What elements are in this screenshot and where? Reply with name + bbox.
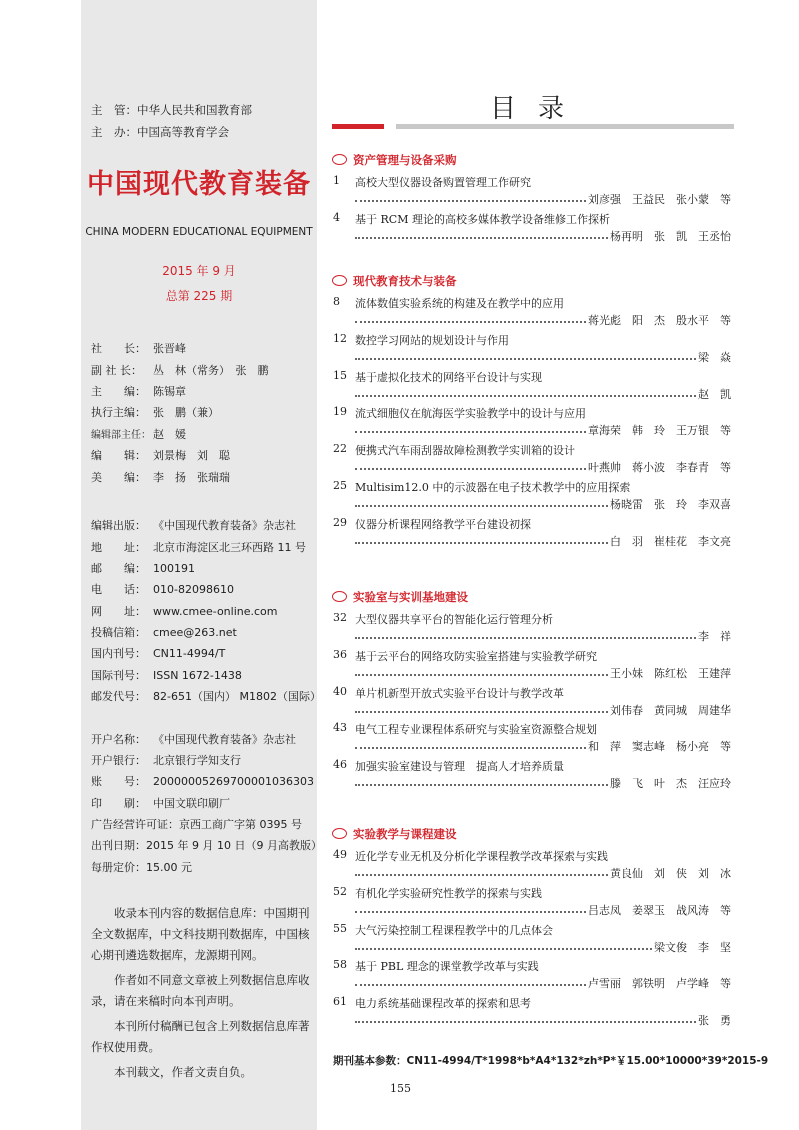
entry-title: Multisim12.0 中的示波器在电子技术教学中的应用探索: [355, 481, 631, 494]
entry-author-line: [355, 902, 731, 916]
leader-dots: [355, 865, 608, 876]
entry-page: 43: [333, 721, 347, 735]
entry-author-line: [355, 191, 731, 205]
entry-author-line: [355, 386, 731, 400]
leader-dots: [355, 228, 608, 239]
staff-row: 编 辑： 刘景梅 刘 聪: [91, 449, 230, 462]
entry-page: 15: [333, 368, 347, 382]
section-marker-icon: [332, 154, 347, 165]
entry-page: 4: [333, 210, 340, 224]
entry-authors: 卢雪丽 郭铁明 卢学峰 等: [588, 977, 731, 991]
leader-dots: [355, 349, 696, 360]
entry-page: 36: [333, 647, 347, 661]
entry-authors: 黄良仙 刘 侠 刘 冰: [610, 867, 731, 880]
notice-paragraph: 本刊载文，作者文责自负。: [114, 1065, 252, 1079]
staff-row: 执行主编： 张 鹏（兼）: [91, 406, 219, 419]
leader-dots: [355, 386, 696, 397]
entry-page: 8: [333, 295, 340, 308]
leader-dots: [355, 422, 586, 433]
entry-title: 近化学专业无机及分析化学课程教学改革探索与实践: [355, 850, 608, 863]
staff-row: 美 编： 李 扬 张瑞瑞: [91, 471, 230, 484]
entry-title: 电气工程专业课程体系研究与实验室资源整合规划: [355, 723, 597, 737]
entry-author-line: [355, 422, 731, 436]
entry-author-line: [355, 349, 731, 363]
entry-authors: 章海荣 韩 玲 王万银 等: [588, 424, 731, 438]
section-heading: 现代教育技术与装备: [332, 273, 457, 289]
entry-title: 便携式汽车雨刮器故障检测教学实训箱的设计: [355, 444, 575, 458]
entry-title: 基于虚拟化技术的网络平台设计与实现: [355, 370, 542, 384]
entry-author-line: [355, 939, 731, 953]
entry-title: 仪器分析课程网络教学平台建设初探: [355, 517, 531, 531]
entry-title: 加强实验室建设与管理 提高人才培养质量: [355, 760, 564, 774]
entry-page: 19: [333, 405, 347, 419]
entry-author-line: [355, 975, 731, 989]
pub-row: 电 话： 010-82098610: [91, 583, 234, 596]
leader-dots: [355, 939, 652, 950]
entry-author-line: [355, 533, 731, 547]
entry-authors: 梁文俊 李 坚: [654, 940, 731, 954]
entry-authors: 梁 焱: [698, 350, 731, 364]
entry-page: 32: [333, 611, 347, 624]
section-marker-icon: [332, 828, 347, 839]
entry-authors: 刘彦强 王益民 张小蒙 等: [588, 193, 731, 206]
leader-dots: [355, 191, 586, 202]
journal-name-en: CHINA MODERN EDUCATIONAL EQUIPMENT: [85, 226, 313, 238]
notice-paragraph: 本刊所付稿酬已包含上列数据信息库著作权使用费。: [91, 1019, 310, 1054]
pub-row: 编辑出版： 《中国现代教育装备》杂志社: [91, 519, 296, 532]
fin-row: 每册定价：15.00 元: [91, 861, 192, 874]
entry-title: 单片机新型开放式实验平台设计与教学改革: [355, 686, 564, 700]
entry-authors: 杨晓雷 张 玲 李双喜: [610, 498, 731, 511]
entry-title: 基于 RCM 理论的高校多媒体教学设备维修工作探析: [355, 212, 610, 226]
entry-authors: 白 羽 崔桂花 李文亮: [610, 534, 731, 548]
staff-row: 副 社 长： 丛 林（常务） 张 鹏: [91, 364, 269, 377]
entry-title: 流式细胞仪在航海医学实验教学中的设计与应用: [355, 407, 586, 421]
entry-author-line: [355, 738, 731, 752]
entry-author-line: [355, 628, 731, 642]
entry-authors: 蒋光彪 阳 杰 殷水平 等: [588, 314, 731, 327]
pub-row: 国内刊号： CN11-4994/T: [91, 647, 226, 660]
entry-title: 大气污染控制工程课程教学中的几点体会: [355, 923, 553, 937]
entry-title: 基于 PBL 理念的课堂教学改革与实践: [355, 960, 539, 974]
title-accent-bar: [332, 124, 384, 129]
leader-dots: [355, 665, 608, 676]
staff-row: 社 长： 张晋峰: [91, 342, 186, 355]
section-marker-icon: [332, 591, 347, 602]
fin-row: 开户银行： 北京银行学知支行: [91, 754, 241, 767]
entry-author-line: [355, 459, 731, 473]
entry-title: 高校大型仪器设备购置管理工作研究: [355, 176, 531, 189]
staff-row: 主 编： 陈锡章: [91, 385, 186, 398]
entry-authors: 滕 飞 叶 杰 汪应玲: [610, 777, 731, 791]
entry-page: 58: [333, 958, 347, 972]
title-rule: [396, 124, 734, 129]
entry-author-line: [355, 865, 731, 879]
entry-authors: 赵 凯: [698, 387, 731, 401]
leader-dots: [355, 312, 586, 323]
entry-authors: 吕志凤 姜翠玉 战风涛 等: [588, 903, 731, 917]
leader-dots: [355, 496, 608, 507]
leader-dots: [355, 459, 586, 470]
notice-paragraph: 收录本刊内容的数据信息库：中国期刊全文数据库，中文科技期刊数据库，中国核心期刊遴选数据库，龙源期刊网。: [91, 906, 310, 962]
issue-total: 总第 225 期: [165, 289, 233, 303]
fin-row: 印 刷： 中国文联印刷厂: [91, 797, 230, 810]
entry-page: 49: [333, 848, 347, 861]
entry-page: 61: [333, 995, 347, 1009]
pub-row: 网 址： www.cmee-online.com: [91, 605, 278, 618]
entry-title: 大型仪器共享平台的智能化运行管理分析: [355, 613, 553, 626]
leader-dots: [355, 628, 696, 639]
section-heading: 资产管理与设备采购: [332, 152, 457, 168]
pub-row: 邮发代号： 82-651（国内） M1802（国际）: [91, 690, 321, 703]
staff-row: 编辑部主任： 赵 媛: [91, 428, 186, 441]
leader-dots: [355, 975, 586, 986]
toc-title: 目录: [490, 94, 587, 124]
section-heading: 实验室与实训基地建设: [332, 589, 468, 605]
entry-authors: 和 萍 窦志峰 杨小亮 等: [588, 740, 731, 754]
entry-title: 数控学习网站的规划设计与作用: [355, 333, 509, 347]
entry-page: 55: [333, 921, 347, 935]
leader-dots: [355, 738, 586, 749]
entry-authors: 叶燕帅 蒋小波 李春青 等: [588, 461, 731, 475]
entry-author-line: [355, 665, 731, 679]
entry-page: 12: [333, 331, 347, 345]
entry-authors: 王小妹 陈红松 王建萍: [610, 666, 731, 680]
fin-row: 广告经营许可证：京西工商广字第 0395 号: [91, 818, 302, 831]
entry-page: 46: [333, 758, 347, 772]
entry-author-line: [355, 702, 731, 716]
sponsor-line: 主 管：中华人民共和国教育部: [91, 103, 252, 117]
entry-author-line: [355, 775, 731, 789]
leader-dots: [355, 902, 586, 913]
journal-logo: 中国现代教育装备: [87, 169, 311, 200]
section-heading: 实验教学与课程建设: [332, 826, 457, 842]
entry-authors: 张 勇: [698, 1014, 731, 1028]
entry-authors: 李 祥: [698, 630, 731, 643]
entry-author-line: [355, 1012, 731, 1026]
notices: [91, 903, 311, 1087]
journal-params: 期刊基本参数：CN11-4994/T*1998*b*A4*132*zh*P*￥15.00*10000*39*2015-9: [333, 1055, 769, 1067]
entry-authors: 杨再明 张 凯 王丞怡: [610, 229, 731, 243]
notice-paragraph: 作者如不同意文章被上列数据信息库收录，请在来稿时向本刊声明。: [91, 973, 310, 1008]
host-line: 主 办：中国高等教育学会: [91, 125, 229, 139]
leader-dots: [355, 1012, 696, 1023]
entry-page: 25: [333, 479, 347, 492]
entry-title: 基于云平台的网络攻防实验室搭建与实验教学研究: [355, 649, 597, 663]
entry-title: 有机化学实验研究性教学的探索与实践: [355, 886, 542, 900]
leader-dots: [355, 533, 608, 544]
entry-author-line: [355, 496, 731, 510]
entry-page: 22: [333, 442, 347, 456]
leader-dots: [355, 775, 608, 786]
issue-date: 2015 年 9 月: [162, 264, 236, 278]
entry-authors: 刘伟春 黄同城 周建华: [610, 703, 731, 717]
entry-author-line: [355, 312, 731, 326]
fin-row: 账 号： 20000005269700001036303: [91, 775, 314, 788]
fin-row: 出刊日期：2015 年 9 月 10 日（9 月高教版）: [91, 839, 322, 852]
entry-page: 29: [333, 515, 347, 529]
pub-row: 邮 编： 100191: [91, 562, 195, 575]
entry-author-line: [355, 228, 731, 242]
entry-page: 40: [333, 684, 347, 698]
page-number: 155: [390, 1082, 411, 1095]
entry-title: 流体数值实验系统的构建及在教学中的应用: [355, 297, 564, 310]
pub-row: 国际刊号： ISSN 1672-1438: [91, 669, 242, 682]
entry-page: 1: [333, 174, 340, 187]
section-marker-icon: [332, 275, 347, 286]
pub-row: 投稿信箱： cmee@263.net: [91, 626, 237, 639]
pub-row: 地 址： 北京市海淀区北三环西路 11 号: [91, 541, 306, 554]
entry-page: 52: [333, 884, 347, 898]
fin-row: 开户名称： 《中国现代教育装备》杂志社: [91, 733, 296, 746]
leader-dots: [355, 702, 608, 713]
entry-title: 电力系统基础课程改革的探索和思考: [355, 997, 531, 1011]
